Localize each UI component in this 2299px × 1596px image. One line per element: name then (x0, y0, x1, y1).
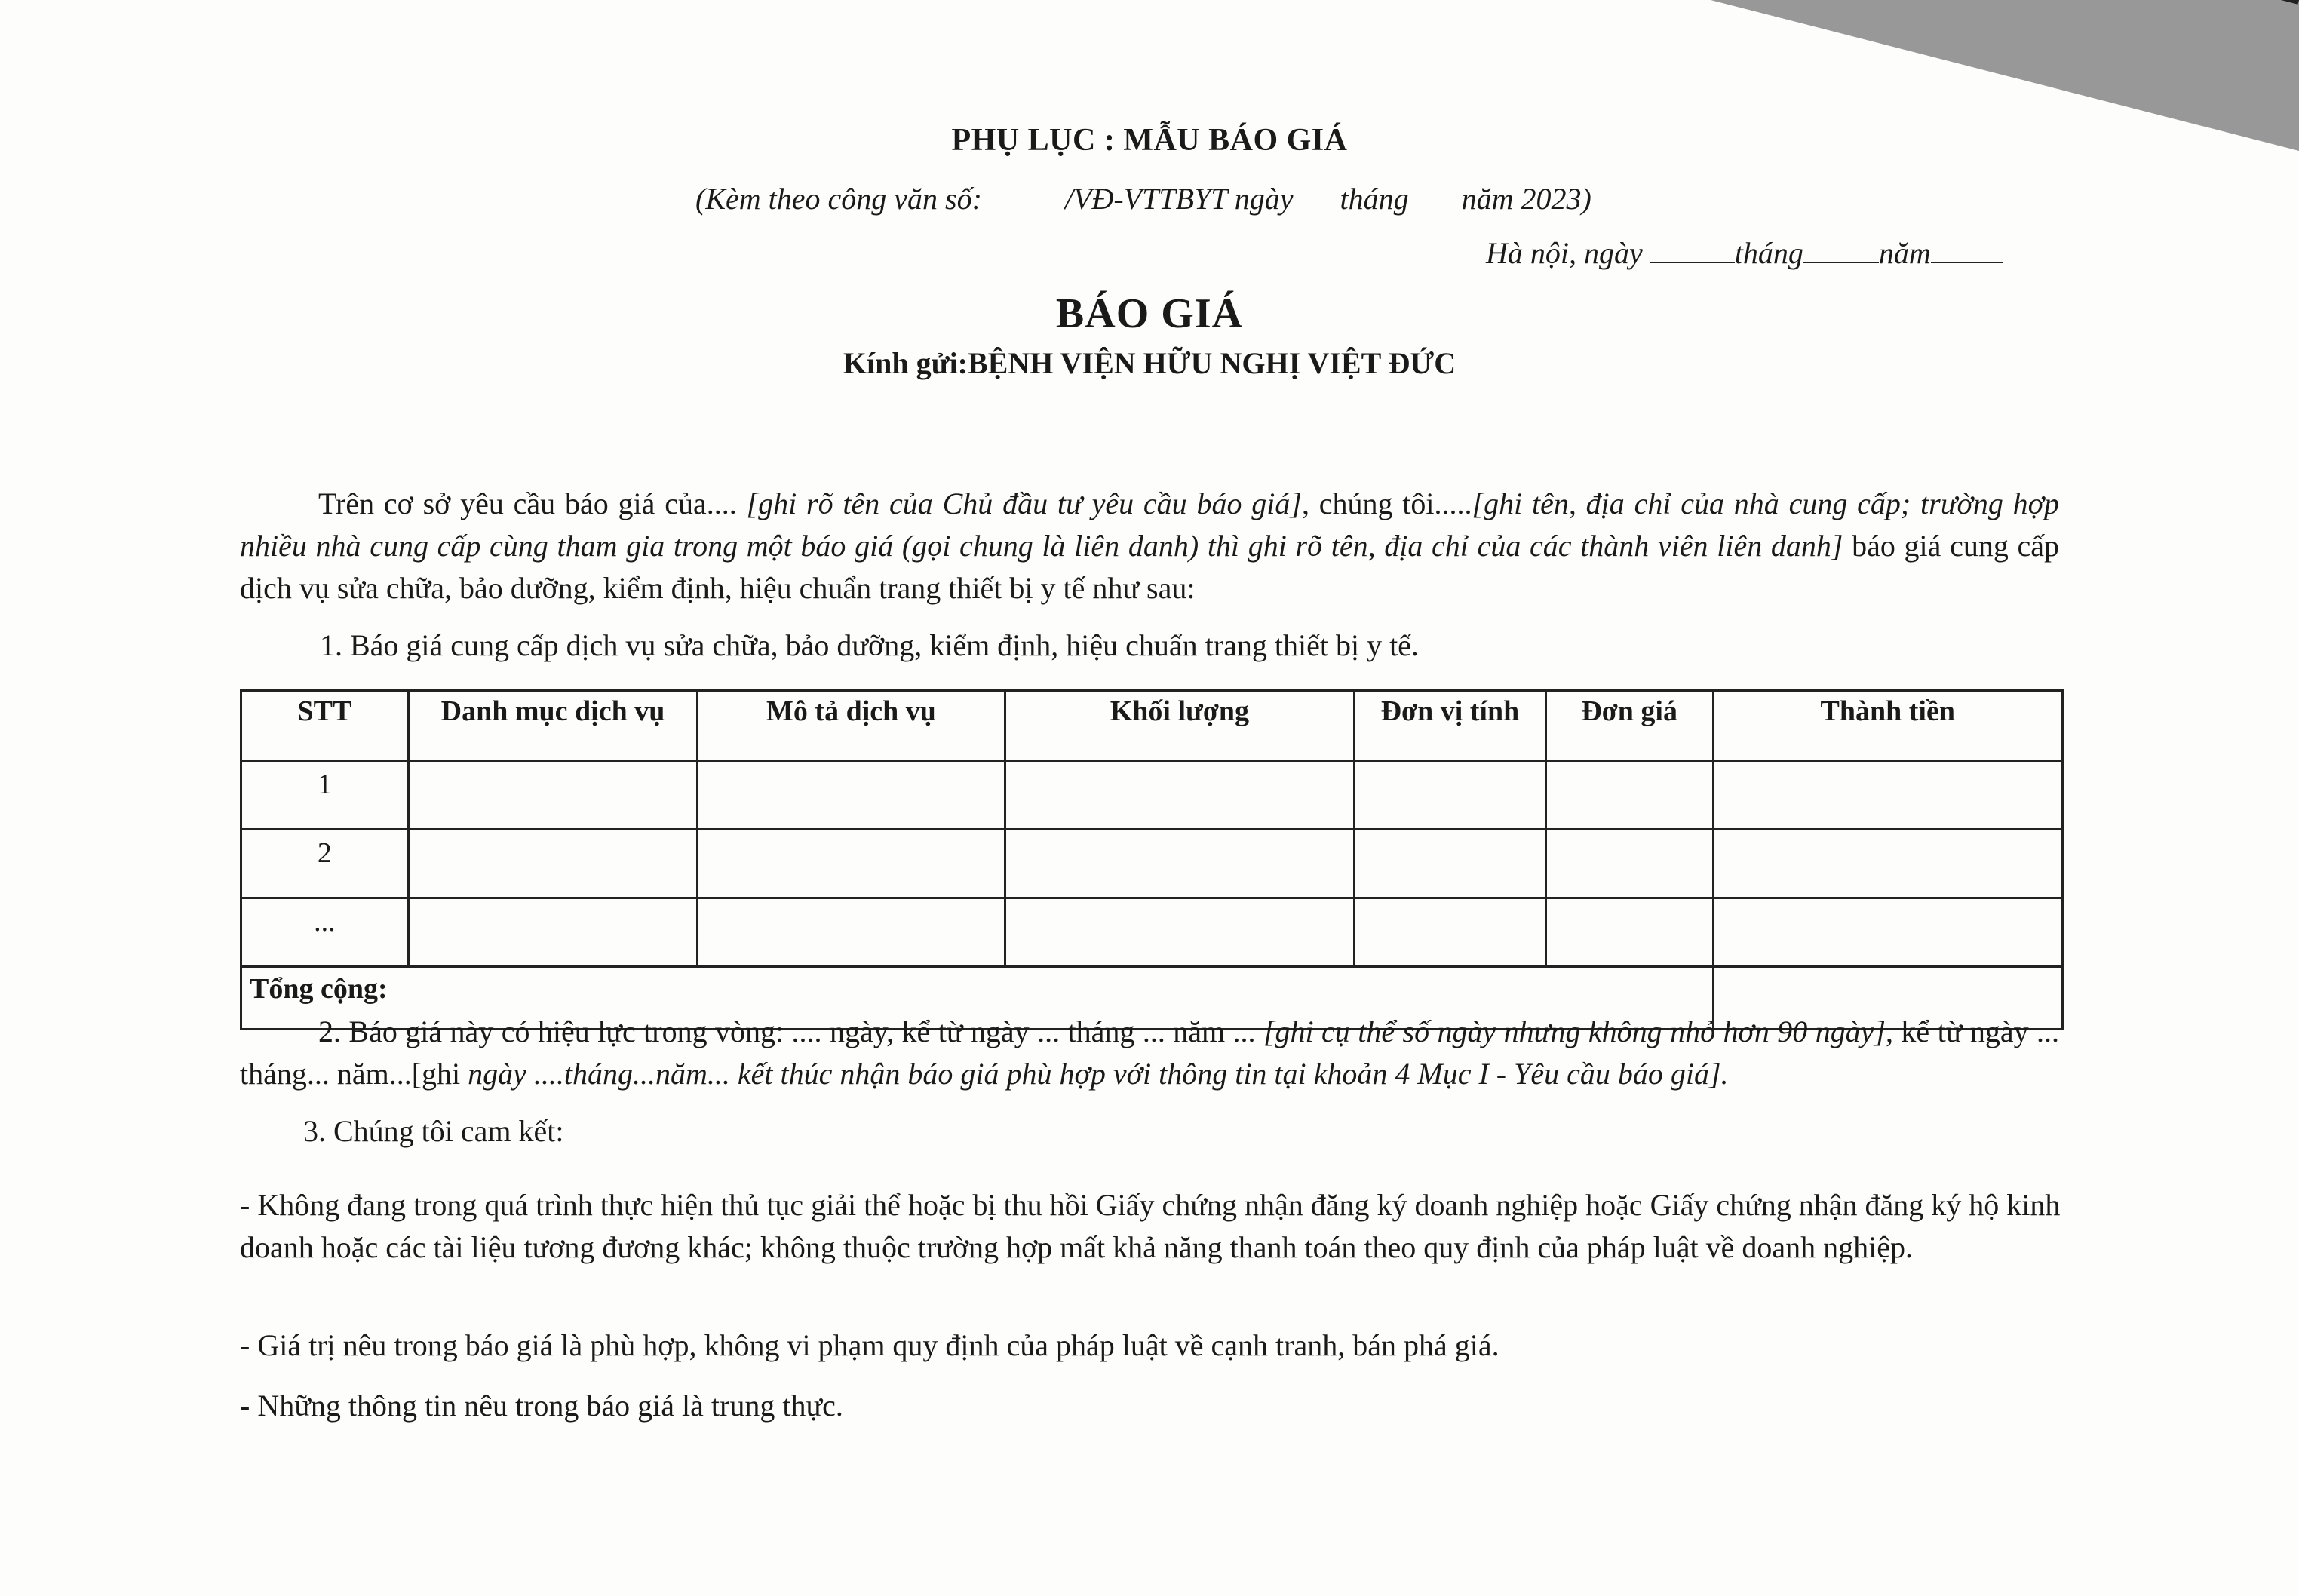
row-number: 2 (241, 830, 409, 898)
date-month: tháng (1734, 236, 1803, 270)
table-cell[interactable] (408, 898, 698, 967)
intro-text-1: Trên cơ sở yêu cầu báo giá của.... (318, 486, 737, 520)
table-header-row (241, 691, 2063, 761)
commitment-item-1: - Không đang trong quá trình thực hiện thủ tục giải thể hoặc bị thu hồi Giấy chứng nhận đăng ký doanh nghiệp hoặc Giấy chứng nhận đăng ký hộ kinh doanh hoặc các tài liệu tương đương khác; không thuộc trường hợp mất khả năng thanh toán theo quy định của pháp luật về doanh nghiệp. (240, 1188, 2061, 1264)
attach-month: tháng (1340, 182, 1409, 216)
place-date-line (1486, 235, 2003, 271)
header-quantity: Khối lượng (1005, 691, 1354, 761)
table-cell[interactable] (1545, 830, 1713, 898)
table-row (241, 761, 2063, 830)
header-unit: Đơn vị tính (1355, 691, 1546, 761)
section-3-heading: 3. Chúng tôi cam kết: (303, 1114, 564, 1148)
header-stt: STT (241, 691, 409, 761)
header-unit-price: Đơn giá (1545, 691, 1713, 761)
section-2-text-1: 2. Báo giá này có hiệu lực trong vòng: .... ngày, kể từ ngày ... tháng ... năm ... (318, 1014, 1263, 1048)
table-cell[interactable] (1005, 761, 1354, 830)
recipient-line: Kính gửi:BỆNH VIỆN HỮU NGHỊ VIỆT ĐỨC (843, 346, 1456, 380)
attachment-reference (695, 181, 1591, 216)
table-cell[interactable] (1005, 830, 1354, 898)
table-cell[interactable] (1545, 898, 1713, 967)
quote-table (240, 689, 2064, 1030)
header-service-description: Mô tả dịch vụ (698, 691, 1005, 761)
header-amount: Thành tiền (1713, 691, 2062, 761)
table-cell[interactable] (1355, 898, 1546, 967)
table-row (241, 898, 2063, 967)
commitment-item-2: - Giá trị nêu trong báo giá là phù hợp, không vi phạm quy định của pháp luật về cạnh tranh, bán phá giá. (240, 1328, 1499, 1362)
intro-text-2: , chúng tôi..... (1301, 486, 1472, 520)
section-2-paragraph (240, 1011, 2059, 1095)
intro-paragraph (240, 483, 2059, 609)
section-2-italic-2: ngày ....tháng...năm... kết thúc nhận báo giá phù hợp với thông tin tại khoản 4 Mục I - Yêu cầu báo giá]. (468, 1057, 1729, 1091)
table-cell[interactable] (1713, 830, 2062, 898)
table-cell[interactable] (1545, 761, 1713, 830)
intro-text-3: báo giá cung cấp dịch vụ sửa chữa, bảo dưỡng, kiểm định, hiệu chuẩn trang thiết bị y tế như sau: (240, 529, 2060, 605)
intro-italic-2: [ghi tên, địa chỉ của nhà cung cấp; trường hợp nhiều nhà cung cấp cùng tham gia trong một báo giá (gọi chung là liên danh) thì ghi rõ tên, địa chỉ của các thành viên liên danh] (240, 486, 2060, 563)
table-cell[interactable] (1005, 898, 1354, 967)
header-service-category: Danh mục dịch vụ (408, 691, 698, 761)
date-place: Hà nội, ngày (1486, 236, 1643, 270)
attach-year: năm 2023) (1461, 182, 1591, 216)
section-2-text-2: , kể từ ngày ... tháng... năm...[ghi (240, 1014, 2059, 1091)
day-blank (1650, 262, 1735, 263)
year-blank (1931, 262, 2003, 263)
attach-code: /VĐ-VTTBYT ngày (1064, 182, 1294, 216)
table-cell[interactable] (698, 761, 1005, 830)
section-2-italic-1: [ghi cụ thể số ngày nhưng không nhỏ hơn 90 ngày] (1263, 1014, 1886, 1048)
table-cell[interactable] (698, 830, 1005, 898)
month-blank (1803, 262, 1879, 263)
section-1-heading: 1. Báo giá cung cấp dịch vụ sửa chữa, bảo dưỡng, kiểm định, hiệu chuẩn trang thiết bị y tế. (320, 628, 1419, 662)
table-cell[interactable] (698, 898, 1005, 967)
attach-prefix: (Kèm theo công văn số: (695, 182, 982, 216)
table-row (241, 830, 2063, 898)
document-title: BÁO GIÁ (1055, 290, 1244, 337)
intro-italic-1: [ghi rõ tên của Chủ đầu tư yêu cầu báo giá] (746, 486, 1302, 520)
table-cell[interactable] (1713, 761, 2062, 830)
appendix-title: PHỤ LỤC : MẪU BÁO GIÁ (951, 123, 1348, 158)
date-year: năm (1878, 236, 1931, 270)
table-cell[interactable] (408, 830, 698, 898)
table-cell[interactable] (1355, 830, 1546, 898)
row-number: 1 (241, 761, 409, 830)
table-cell[interactable] (1355, 761, 1546, 830)
table-cell[interactable] (408, 761, 698, 830)
row-number: ... (241, 898, 409, 967)
total-label: Tổng cộng: (241, 967, 1714, 1030)
table-cell[interactable] (1713, 898, 2062, 967)
commitment-item-3: - Những thông tin nêu trong báo giá là trung thực. (240, 1389, 843, 1423)
